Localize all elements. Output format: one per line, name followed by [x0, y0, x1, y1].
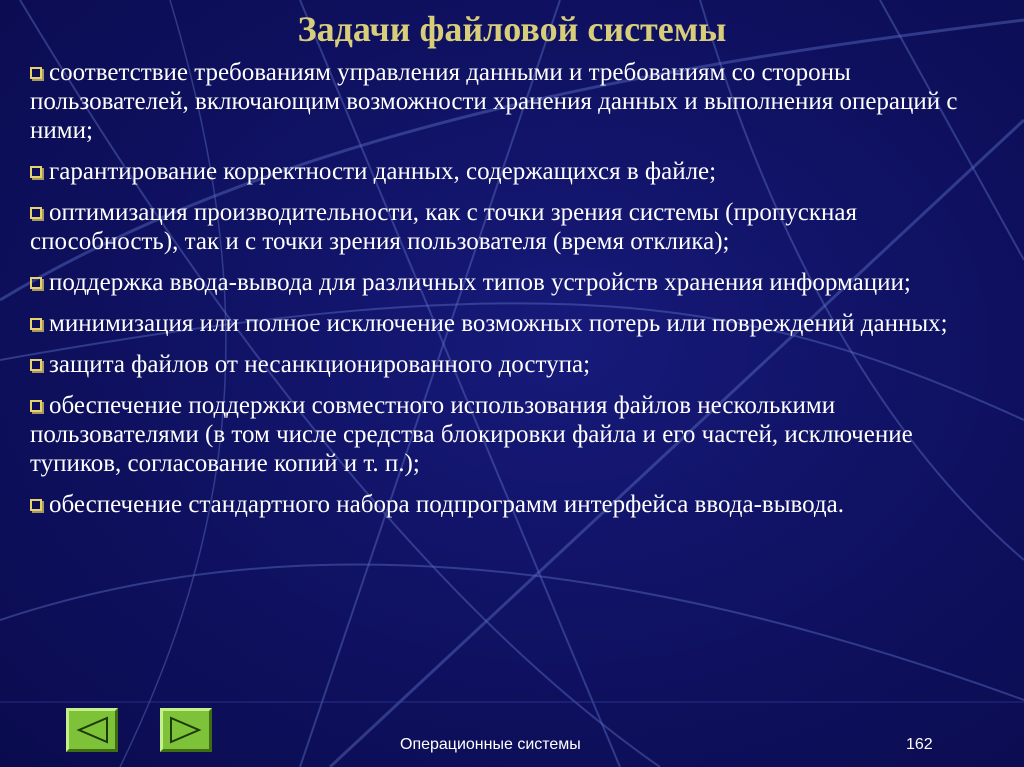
bullet-box-icon [30, 166, 42, 178]
bullet-text: минимизация или полное исключение возможных потерь или повреждений данных; [49, 310, 948, 337]
bullet-box-icon [30, 67, 42, 79]
arrow-left-icon [73, 715, 111, 745]
bullet-box-icon [30, 277, 42, 289]
prev-slide-button[interactable] [66, 708, 118, 752]
bullet-text: оптимизация производительности, как с точки зрения системы (пропускная способность), так и с точки зрения пользователя (время отклика); [30, 199, 857, 255]
bullet-list [30, 58, 1000, 531]
bullet-box-icon [30, 499, 42, 511]
bullet-box-icon [30, 207, 42, 219]
footer-course-title: Операционные системы [400, 736, 581, 753]
bullet-text: обеспечение поддержки совместного использования файлов несколькими пользователями (в том числе средства блокировки файла и его частей, исключение тупиков, согласование копий и т. п.); [30, 392, 913, 477]
bullet-text: защита файлов от несанкционированного доступа; [49, 351, 591, 378]
bullet-box-icon [30, 318, 42, 330]
bullet-box-icon [30, 359, 42, 371]
arrow-right-icon [167, 715, 205, 745]
list-item [30, 490, 1000, 519]
list-item [30, 198, 1000, 256]
bullet-text: поддержка ввода-вывода для различных типов устройств хранения информации; [49, 269, 911, 296]
list-item [30, 157, 1000, 186]
page-number: 162 [906, 736, 933, 753]
bullet-box-icon [30, 400, 42, 412]
list-item [30, 391, 1000, 478]
bullet-text: обеспечение стандартного набора подпрограмм интерфейса ввода-вывода. [49, 491, 844, 518]
slide-title: Задачи файловой системы [297, 9, 727, 49]
bullet-text: соответствие требованиям управления данными и требованиям со стороны пользователей, включающим возможности хранения данных и выполнения операций с ними; [30, 59, 958, 144]
list-item [30, 268, 1000, 297]
bullet-text: гарантирование корректности данных, содержащихся в файле; [49, 158, 717, 185]
list-item [30, 350, 1000, 379]
next-slide-button[interactable] [160, 708, 212, 752]
list-item [30, 58, 1000, 145]
list-item [30, 309, 1000, 338]
